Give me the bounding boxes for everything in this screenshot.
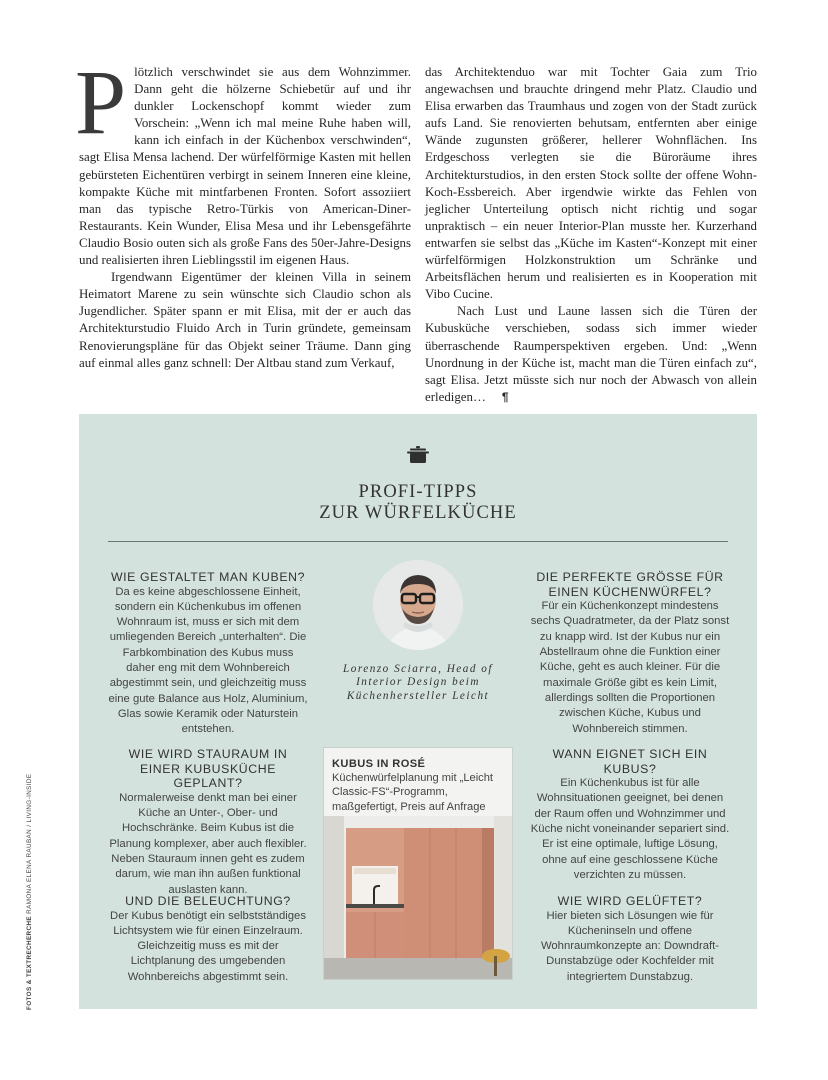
credit-names: RAMONA ELENA RAUBAN / LIVING-INSIDE [26,773,33,914]
divider [108,541,728,542]
tip-item [530,747,730,883]
article-paragraph: das Architektenduo war mit Tochter Gaia zum Trio angewachsen und brauchte dringend mehr Platz. Claudio und Elisa erwarben das Traumhaus und zogen von der Stadt zurück aufs Land. Sie renovierten behutsam, entfernten aber einige Wände zugunsten größerer, hellerer Wohnflächen. Ins Erdgeschoss verlegten sie die Büroräume ihres Architekturstudios, in den ersten Stock sollte der offene Wohn-Koch-Essbereich. Aber irgendwie wirkte das Fehlen von jeglicher Unterteilung optisch nicht richtig und sogar unpraktisch – ein neuer Interior-Plan musste her. Kurzerhand entwarfen sie selbst das „Küche im Kasten“-Konzept mit einer würfelförmigen Holzkonstruktion um Schränke und Arbeitsflächen herum und realisierten es in Kooperation mit Vibo Cucine. [425,65,757,302]
tip-body: Für ein Küchenkonzept mindestens sechs Quadratmeter, da der Platz sonst zu knapp wird. Ist der Kubus nur ein Abstellraum ohne die Funktion einer Küche, geht es auch kleiner. Für die maximale Größe gibt es kein Limit, allerdings sollten die Proportionen zwischen Küche, Kubus und Wohnbereich stimmen. [530,600,730,735]
tip-body: Hier bieten sich Lösungen wie für Kücheninseln und offene Wohnraumkonzepte an: Downdraft-Dunstabzüge oder Kochfelder mit integriertem Dunstabzug. [540,909,720,983]
product-text: Küchenwürfelplanung mit „Leicht Classic-FS“-Programm, maßgefertigt, Preis auf Anfrage [332,772,493,813]
tips-title [79,482,757,524]
tip-item [108,894,308,985]
expert-caption: Lorenzo Sciarra, Head of Interior Design beim Küchenhersteller Leicht [343,663,493,702]
credit-label: FOTOS & TEXTRECHERCHE [26,916,33,1010]
product-photo [324,816,513,980]
tip-item [530,894,730,985]
product-title: KUBUS IN ROSÉ [332,758,426,770]
tip-item [530,570,730,737]
tip-body: Der Kubus benötigt ein selbstständiges Lichtsystem wie für einen Einzelraum. Gleichzeitig muss es mit der Lichtplanung des umgebenden Wohnbereichs abgestimmt sein. [110,909,306,983]
tip-body: Ein Küchenkubus ist für alle Wohnsituationen geeignet, bei denen der Raum offen und Wohnzimmer und Küche nicht voneinander separiert sind. Er ist eine optimale, luftige Lösung, ohne auf eine geschlossene Küche verzichten zu müssen. [530,777,730,881]
paragraph-text: lötzlich verschwindet sie aus dem Wohnzimmer. Dann geht die hölzerne Schiebetür auf und ihr dunkler Lockenschopf kommt wieder zum Vorschein: „Wenn ich mal meine Ruhe haben will, kann ich einfach in der Küchenbox verschwinden“, sagt Elisa Mensa lachend. Der würfelförmige Kasten mit hellen gebürsteten Eichentüren verbirgt in seinem Inneren eine kleine, kompakte Küche mit mintfarbenen Fronten. Sofort assoziiert man das typische Retro-Türkis von American-Diner-Restaurants. Kein Wunder, Elisa Mesa und ihr Lebensgefährte Claudio Bosio outen sich als große Fans des 50er-Jahre-Designs und realisierten ihren Lieblingsstil im eigenen Haus. [79,65,411,268]
portrait-illustration [373,560,463,650]
tip-heading: DIE PERFEKTE GRÖSSE FÜR EINEN KÜCHENWÜRFEL? [536,570,724,599]
end-mark: ¶ [501,389,509,404]
expert-portrait [373,560,463,650]
photo-credit [26,774,33,1010]
tip-body: Normalerweise denkt man bei einer Küche an Unter-, Ober- und Hochschränke. Beim Kubus ist die Planung komplexer, aber auch flexibler. Neben Stauraum innen geht es zudem darum, wie man ihn außen funktional auslasten kann. [109,791,307,896]
article-column-2 [425,64,757,406]
tip-heading: WIE GESTALTET MAN KUBEN? [110,570,306,584]
article-column-1 [75,51,411,406]
cooking-pot-icon [406,445,430,465]
article-body [75,51,757,406]
tip-heading: WIE WIRD GELÜFTET? [557,894,703,908]
tip-heading: UND DIE BELEUCHTUNG? [125,894,291,908]
tips-title-line: ZUR WÜRFELKÜCHE [319,503,517,523]
tip-body: Da es keine abgeschlossene Einheit, sondern ein Küchenkubus im offenen Wohnraum ist, muss er sich mit dem umliegenden Bereich „unterhalten“. Die Farbkombination des Kubus muss daher eng mit dem Wohnbereich abgestimmt sein, und gleichzeitig muss eine gute Balance aus Holz, Aluminium, Glas sowie Keramik oder Naturstein entstehen. [108,585,308,736]
paragraph-text: Nach Lust und Laune lassen sich die Türen der Kubusküche verschieben, sodass sich immer wieder überraschende Raumperspektiven ergeben. Und: „Wenn Unordnung in der Küche ist, macht man die Türen einfach zu“, sagt Elisa. Jetzt müsste sich nur noch der Abwasch von allein erledigen… [425,304,757,404]
product-card [323,747,513,980]
tip-item [108,570,308,738]
tips-title-line: PROFI-TIPPS [358,482,478,502]
article-paragraph: Irgendwann Eigentümer der kleinen Villa in seinem Heimatort Marene zu sein wünschte sich Claudio schon als Jugendlicher. Später spann er mit Elisa, mit der er auch das Architekturstudio Fluido Arch in Turin gründete, gemeinsam Renovierungspläne für das Objekt seiner Träume. Dann ging auf einmal alles ganz schnell: Der Altbau stand zum Verkauf, [79,270,411,370]
tip-heading: WANN EIGNET SICH EIN KUBUS? [552,747,708,776]
tip-heading: WIE WIRD STAURAUM IN EINER KUBUSKÜCHE GEPLANT? [128,747,288,791]
article-paragraph [425,303,757,406]
drop-cap: P [75,51,127,153]
article-paragraph [75,51,411,269]
tip-item [108,747,308,898]
profi-tipps-box [79,414,757,1009]
